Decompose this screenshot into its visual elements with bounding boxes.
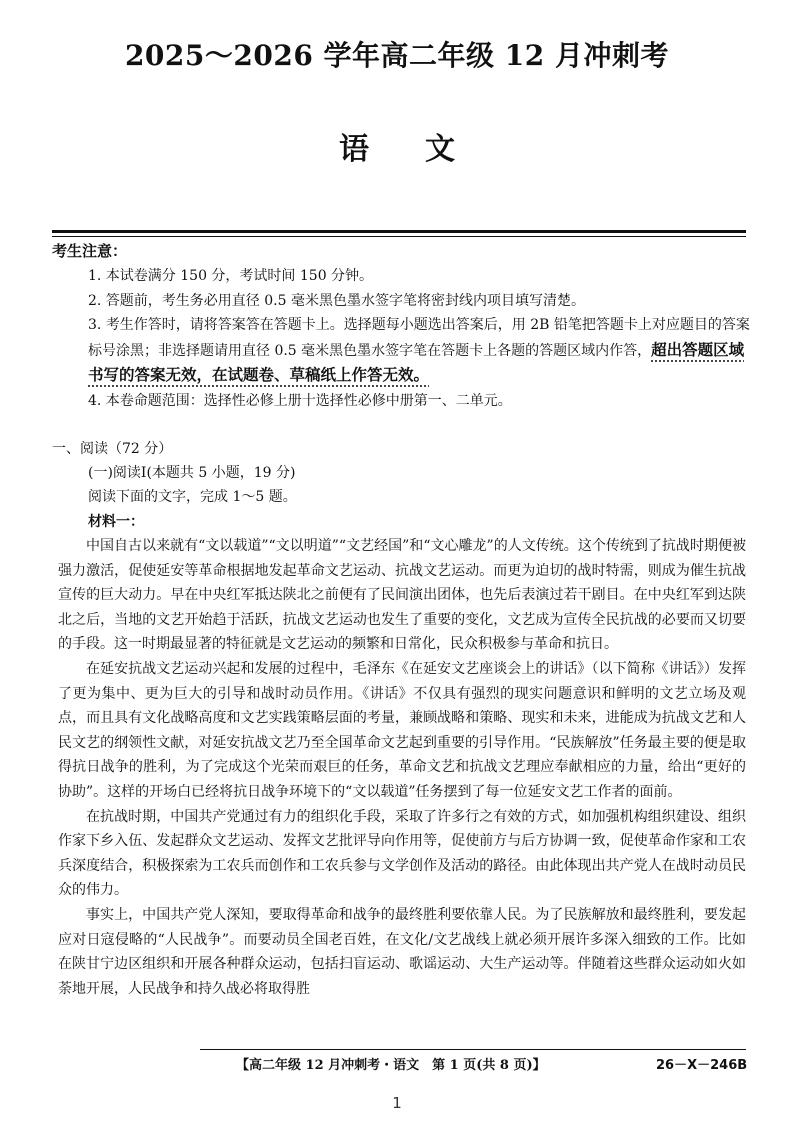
header-rule-thick [52, 230, 746, 233]
footer-label: 【高二年级 12 月冲刺考・语文 第 1 页(共 8 页)】 [236, 1058, 546, 1073]
notice-item-3 [88, 313, 758, 389]
paragraph-3: 在抗战时期，中国共产党通过有力的组织化手段，采取了许多行之有效的方式，如加强机构组织建设、组织作家下乡入伍、发起群众文艺运动、发挥文艺批评导向作用等，促使前方与后方协调一致，促使革命作家和工农兵深度结合，积极探索为工农兵而创作和工农兵参与文学创作及活动的路径。由此体现出共产党人在战时动员民众的伟力。 [58, 808, 746, 899]
notice-heading: 考生注意： [52, 242, 128, 260]
reading-instruction: 阅读下面的文字，完成 1～5 题。 [88, 489, 297, 505]
header-rule-thin [52, 236, 746, 237]
footer-rule [200, 1049, 746, 1050]
notice-item-4: 4. 本卷命题范围：选择性必修上册十选择性必修中册第一、二单元。 [88, 392, 512, 409]
section-heading: 一、阅读（72 分） [52, 441, 173, 457]
exam-title: 2025～2026 学年高二年级 12 月冲刺考 [124, 39, 670, 72]
subject-title: 语文 [339, 132, 511, 167]
sub-section-heading: (一)阅读Ⅰ(本题共 5 小题，19 分) [88, 465, 296, 481]
notice-item-1: 1. 本试卷满分 150 分，考试时间 150 分钟。 [88, 268, 374, 284]
notice-item-2: 2. 答题前，考生务必用直径 0.5 毫米黑色墨水签字笔将密封线内项目填写清楚。 [88, 292, 585, 309]
paragraph-1: 中国自古以来就有“文以载道”“文以明道”“文艺经国”和“文心雕龙”的人文传统。这个传统到了抗战时期便被强力激活，促使延安等革命根据地发起革命文艺运动、抗战文艺运动。而更为迫切的战时特需，则成为催生抗战宣传的巨大动力。早在中央红军抵达陕北之前便有了民间演出团体，也先后表演过若干剧目。在中央红军到达陕北之后，当地的文艺开始趋于活跃，抗战文艺运动也发生了重要的变化，文艺成为宣传全民抗战的必要而又切要的手段。这一时期最显著的特征就是文艺运动的频繁和日常化，民众积极参与革命和抗日。 [58, 538, 746, 653]
page-number: 1 [392, 1094, 402, 1112]
notice-item-3-emphasis: 超出答题区域书写的答案无效，在试题卷、草稿纸上作答无效。 [88, 340, 745, 384]
notice-list [88, 264, 758, 413]
material-body [58, 534, 746, 1001]
paragraph-4: 事实上，中国共产党人深知，要取得革命和战争的最终胜利要依靠人民。为了民族解放和最终胜利，要发起应对日寇侵略的“人民战争”。而要动员全国老百姓，在文化/文艺战线上就必须开展许多深入细致的工作。比如在陕甘宁边区组织和开展各种群众运动，包括扫盲运动、歌谣运动、大生产运动等。伴随着这些群众运动如火如荼地开展，人民战争和持久战必将取得胜 [58, 906, 746, 997]
footer-code: 26－X－246B [656, 1058, 748, 1073]
material-label: 材料一： [88, 514, 144, 530]
paragraph-2: 在延安抗战文艺运动兴起和发展的过程中，毛泽东《在延安文艺座谈会上的讲话》（以下简称《讲话》）发挥了更为集中、更为巨大的引导和战时动员作用。《讲话》不仅具有强烈的现实问题意识和鲜明的文艺立场及观点，而且具有文化战略高度和文艺实践策略层面的考量，兼顾战略和策略、现实和未来，进能成为抗战文艺和人民文艺的纲领性文献，对延安抗战文艺乃至全国革命文艺起到重要的引导作用。“民族解放”任务最主要的便是取得抗日战争的胜利，为了完成这个光荣而艰巨的任务，革命文艺和抗战文艺理应奉献相应的力量，给出“更好的协助”。这样的开场白已经将抗日战争环境下的“文以载道”任务摆到了每一位延安文艺工作者的面前。 [58, 660, 746, 800]
notice-item-3-text: 3. 考生作答时，请将答案答在答题卡上。选择题每小题选出答案后，用 2B 铅笔把答题卡上对应题目的答案标号涂黑；非选择题请用直径 0.5 毫米黑色墨水签字笔在答题卡上各题的答题区域内作答， [88, 317, 750, 359]
